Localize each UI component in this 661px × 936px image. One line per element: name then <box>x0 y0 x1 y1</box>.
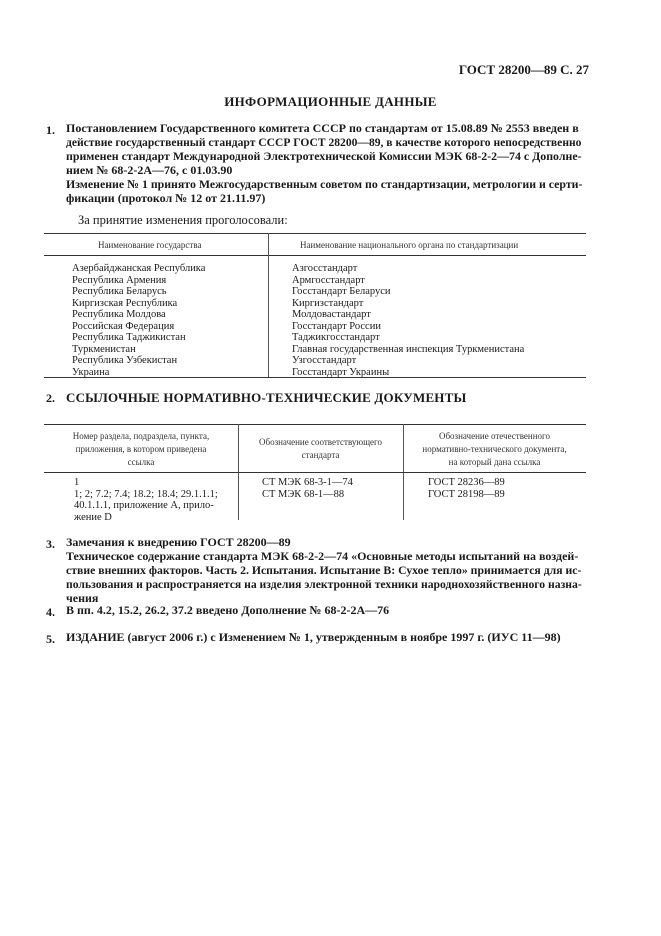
item-4-text: В пп. 4.2, 15.2, 26.2, 37.2 введено Дополнение № 68-2-2А—76 <box>66 603 390 617</box>
table-cell: 40.1.1.1, приложение А, прило- <box>74 500 214 511</box>
item-4-number: 4. <box>46 605 55 619</box>
item-1-text <box>66 121 582 205</box>
header-line: Номер раздела, подраздела, пункта, <box>72 431 210 441</box>
table-cell: Госстандарт Беларуси <box>292 286 391 297</box>
header-line: стандарта <box>301 450 340 460</box>
table-cell: 1 <box>74 477 80 488</box>
table-cell: Азербайджанская Республика <box>72 263 206 274</box>
item-1-amendment-line: Изменение № 1 принято Межгосударственным советом по стандартизации, метрологии и серти- <box>66 177 583 191</box>
table-cell: Украина <box>72 366 110 378</box>
item-3-line: пользования и распространяется на изделия электронной техники народнохозяйственного назна- <box>66 577 582 591</box>
table-cell: Республика Молдова <box>72 309 166 320</box>
table-cell: Азгосстандарт <box>292 263 358 274</box>
table-cell: Узгосстандарт <box>292 355 357 366</box>
table-cell: СТ МЭК 68-3-1—74 <box>262 477 353 488</box>
item-3-line: Техническое содержание стандарта МЭК 68-2-2—74 «Основные методы испытаний на воздей- <box>66 549 579 563</box>
item-3-line: Замечания к внедрению ГОСТ 28200—89 <box>66 535 291 549</box>
ref-table-header-rule <box>44 472 586 473</box>
header-line: ссылка <box>127 457 155 467</box>
ref-table-col-standards <box>262 477 353 500</box>
section-title: ИНФОРМАЦИОННЫЕ ДАННЫЕ <box>224 94 437 109</box>
table-cell: ГОСТ 28236—89 <box>428 477 505 488</box>
vote-table-header-rule <box>44 255 586 256</box>
item-3-text <box>66 535 582 605</box>
table-cell: Таджикгосстандарт <box>292 332 380 343</box>
table-cell: Киргизстандарт <box>292 297 364 309</box>
item-1-line: применен стандарт Международной Электротехнической Комиссии МЭК 68-2-2—74 с Дополне- <box>66 149 582 163</box>
table-cell: 1; 2; 7.2; 7.4; 18.2; 18.4; 29.1.1.1; <box>74 488 218 500</box>
header-line: Обозначение соответствующего <box>258 437 382 447</box>
item-5-text: ИЗДАНИЕ (август 2006 г.) с Изменением № 1, утвержденным в ноябре 1997 г. (ИУС 11—98) <box>66 630 561 644</box>
header-line: на который дана ссылка <box>448 457 541 467</box>
table-cell: Туркменистан <box>72 343 136 355</box>
table-cell: Российская Федерация <box>72 320 175 332</box>
table-cell: Республика Беларусь <box>72 286 167 297</box>
ref-table-col-national <box>428 477 505 500</box>
vote-table-header-body: Наименование национального органа по стандартизации <box>300 240 519 250</box>
table-cell: Госстандарт России <box>292 320 381 332</box>
vote-table-col-states <box>72 263 205 378</box>
table-cell: Армгосстандарт <box>292 274 365 286</box>
item-1-amendment-line: фикации (протокол № 12 от 21.11.97) <box>66 191 266 205</box>
page-header: ГОСТ 28200—89 С. 27 <box>458 62 589 77</box>
table-cell: Молдовастандарт <box>292 309 371 320</box>
table-cell: Госстандарт Украины <box>292 366 390 378</box>
ref-table-top-rule <box>44 424 586 425</box>
table-cell: Республика Узбекистан <box>72 355 178 366</box>
item-1-line: действие государственный стандарт СССР ГОСТ 28200—89, в качестве которого непосредственно <box>66 135 582 149</box>
item-1-line: Постановлением Государственного комитета СССР по стандартам от 15.08.89 № 2553 введен в <box>66 121 579 135</box>
ref-table-header-national <box>403 430 586 469</box>
table-cell: Главная государственная инспекция Туркменистана <box>292 343 525 355</box>
header-line: нормативно-технического документа, <box>422 444 567 454</box>
table-cell: СТ МЭК 68-1—88 <box>262 488 345 500</box>
vote-intro: За принятие изменения проголосовали: <box>78 213 288 227</box>
table-cell: Республика Таджикистан <box>72 332 186 343</box>
ref-table-header-standard <box>238 436 403 462</box>
table-cell: Республика Армения <box>72 274 167 286</box>
table-cell: ГОСТ 28198—89 <box>428 488 505 500</box>
ref-table-header-section <box>44 430 238 469</box>
header-line: приложения, в котором приведена <box>75 444 207 454</box>
vote-table-divider <box>268 255 269 377</box>
item-2-title: ССЫЛОЧНЫЕ НОРМАТИВНО-ТЕХНИЧЕСКИЕ ДОКУМЕНТЫ <box>66 390 467 405</box>
item-1-number: 1. <box>46 123 55 137</box>
ref-table-col-sections <box>74 477 218 523</box>
item-5-number: 5. <box>46 632 55 646</box>
vote-table-bottom-rule <box>44 377 586 378</box>
item-3-line: ствие внешних факторов. Часть 2. Испытания. Испытание В: Сухое тепло» принимается для ис- <box>66 563 582 577</box>
header-line: Обозначение отечественного <box>438 431 551 441</box>
vote-table-col-bodies <box>292 263 524 378</box>
table-cell: Киргизская Республика <box>72 297 178 309</box>
vote-table-top-rule <box>44 233 586 234</box>
item-1-line: нием № 68-2-2А—76, с 01.03.90 <box>66 163 233 177</box>
item-3-number: 3. <box>46 537 55 551</box>
vote-table-divider <box>268 233 269 255</box>
item-2-number: 2. <box>46 391 55 405</box>
table-cell: жение D <box>74 511 112 523</box>
item-3-line: чения <box>66 591 99 605</box>
vote-table-header-state: Наименование государства <box>98 240 202 250</box>
